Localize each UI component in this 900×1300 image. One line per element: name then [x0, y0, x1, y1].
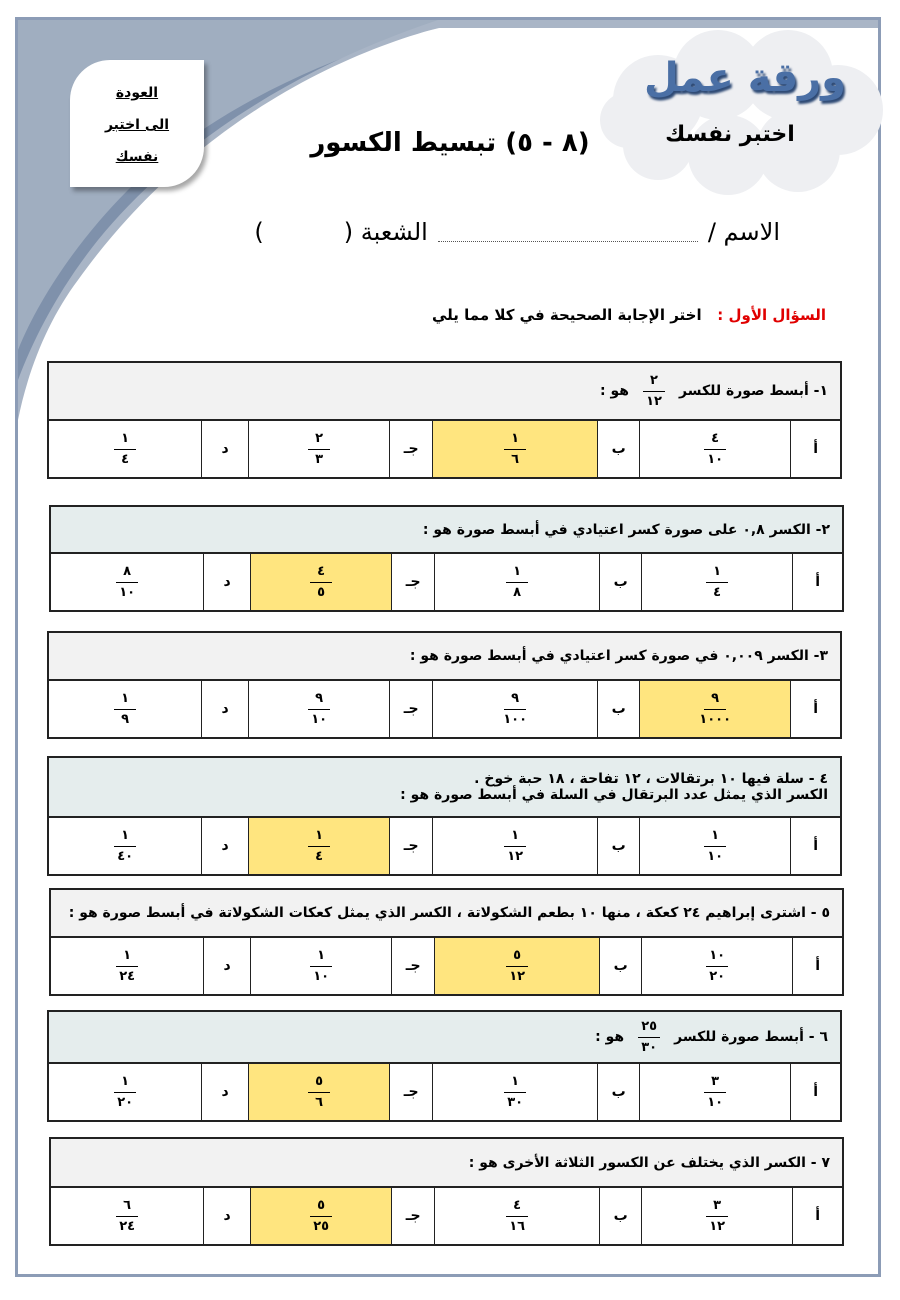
option-fraction — [114, 1074, 136, 1111]
fraction-bar — [116, 582, 138, 583]
student-info-line — [190, 218, 780, 246]
option-fraction — [704, 431, 726, 468]
numerator: ٥ — [513, 947, 522, 963]
option-fraction — [504, 1074, 526, 1111]
numerator: ٩ — [315, 690, 324, 706]
numerator: ١ — [121, 1073, 130, 1089]
denominator: ١٢ — [507, 848, 524, 864]
choice-letter-3: جـ — [389, 1064, 432, 1120]
question-section-heading — [432, 306, 826, 324]
option-3[interactable] — [250, 1188, 391, 1244]
option-2[interactable] — [432, 818, 597, 874]
option-2[interactable] — [432, 1064, 597, 1120]
fraction-bar — [706, 966, 728, 967]
numerator: ٨ — [123, 563, 132, 579]
denominator: ١٠ — [707, 1094, 724, 1110]
worksheet-brand: ورقة عمل — [643, 55, 847, 101]
name-label: الاسم / — [707, 218, 780, 246]
choice-letter-2: ب — [597, 1064, 639, 1120]
option-fraction — [506, 1198, 528, 1235]
numerator: ١ — [713, 563, 722, 579]
choice-letter-3: جـ — [389, 681, 432, 737]
option-fraction — [114, 828, 136, 865]
question-3 — [47, 631, 842, 739]
option-fraction — [699, 691, 731, 728]
fraction-bar — [114, 846, 136, 847]
numerator: ١ — [121, 827, 130, 843]
option-fraction — [116, 564, 138, 601]
question-text-part: ٦ - أبسط صورة للكسر — [674, 1029, 828, 1045]
option-2[interactable] — [432, 421, 597, 477]
question-header — [49, 633, 840, 681]
option-fraction — [116, 948, 138, 985]
choice-letter-1: أ — [792, 554, 842, 610]
choice-letter-4: د — [201, 681, 248, 737]
choice-letter-1: أ — [790, 1064, 840, 1120]
denominator: ٤ — [713, 584, 722, 600]
numerator: ١ — [315, 827, 324, 843]
numerator: ٦ — [123, 1197, 132, 1213]
fraction-bar — [704, 846, 726, 847]
options-row — [51, 554, 842, 610]
option-fraction — [114, 431, 136, 468]
option-1[interactable] — [641, 1188, 792, 1244]
section-label: الشعبة ( — [343, 218, 428, 246]
choice-letter-2: ب — [599, 1188, 641, 1244]
denominator: ١٠ — [313, 968, 330, 984]
option-2[interactable] — [434, 938, 599, 994]
denominator: ٤٠ — [117, 848, 134, 864]
option-4[interactable] — [49, 818, 201, 874]
option-3[interactable] — [248, 818, 389, 874]
back-to-tests-card — [70, 60, 204, 187]
fraction-bar — [706, 582, 728, 583]
denominator: ٢٠ — [709, 968, 726, 984]
question-text-part: ٣- الكسر ٠,٠٠٩ في صورة كسر اعتيادي في أبسط صورة هو : — [409, 648, 828, 664]
question-header — [51, 1139, 842, 1188]
numerator: ١ — [317, 947, 326, 963]
option-fraction — [310, 564, 332, 601]
option-fraction — [114, 691, 136, 728]
numerator: ١ — [513, 563, 522, 579]
section-label: السؤال الأول : — [717, 306, 826, 324]
choice-letter-2: ب — [597, 421, 639, 477]
question-1 — [47, 361, 842, 479]
options-row — [49, 818, 840, 874]
question-text — [63, 905, 830, 921]
option-4[interactable] — [51, 554, 203, 610]
option-fraction — [308, 691, 330, 728]
numerator: ١ — [121, 690, 130, 706]
choice-letter-4: د — [203, 938, 250, 994]
section-instruction: اختر الإجابة الصحيحة في كلا مما يلي — [431, 306, 702, 324]
choice-letter-1: أ — [790, 681, 840, 737]
denominator: ٥ — [317, 584, 326, 600]
denominator: ٣٠ — [641, 1039, 658, 1055]
numerator: ٤ — [711, 430, 720, 446]
choice-letter-3: جـ — [389, 421, 432, 477]
option-3[interactable] — [250, 938, 391, 994]
back-link-line-2[interactable]: الى اختبر — [104, 117, 170, 133]
question-text-part: الكسر الذي يمثل عدد البرتقال في السلة في أبسط صورة هو : — [400, 787, 828, 803]
question-text — [61, 1019, 828, 1056]
fraction-bar — [308, 709, 330, 710]
option-4[interactable] — [49, 1064, 201, 1120]
choice-letter-1: أ — [790, 818, 840, 874]
fraction-bar — [308, 449, 330, 450]
choice-letter-3: جـ — [389, 818, 432, 874]
denominator: ١٢ — [646, 393, 662, 409]
fraction-bar — [704, 449, 726, 450]
question-text — [61, 373, 828, 410]
option-fraction — [704, 1074, 726, 1111]
worksheet-subtitle: اختبر نفسك — [665, 122, 795, 147]
numerator: ٤ — [513, 1197, 522, 1213]
question-5 — [49, 888, 844, 996]
choice-letter-3: جـ — [391, 938, 434, 994]
option-1[interactable] — [639, 681, 790, 737]
choice-letter-3: جـ — [391, 1188, 434, 1244]
fraction-bar — [310, 582, 332, 583]
fraction-bar — [704, 1092, 726, 1093]
choice-letter-1: أ — [790, 421, 840, 477]
option-fraction — [506, 564, 528, 601]
option-4[interactable] — [49, 681, 201, 737]
denominator: ٢٥ — [313, 1218, 330, 1234]
question-text-part: هو : — [600, 383, 630, 399]
option-fraction — [504, 828, 526, 865]
fraction-bar — [638, 1037, 660, 1038]
option-2[interactable] — [434, 554, 599, 610]
question-header — [49, 363, 840, 421]
option-1[interactable] — [641, 554, 792, 610]
denominator: ٨ — [513, 584, 522, 600]
question-header — [49, 1012, 840, 1064]
page-title: (٨ - ٥) تبسيط الكسور — [310, 128, 590, 158]
choice-letter-2: ب — [599, 554, 641, 610]
option-fraction — [308, 1074, 330, 1111]
denominator: ١٠ — [311, 711, 328, 727]
numerator: ١ — [511, 827, 520, 843]
option-4[interactable] — [51, 938, 203, 994]
fraction-bar — [504, 846, 526, 847]
fraction-bar — [506, 1216, 528, 1217]
denominator: ٢٠ — [117, 1094, 134, 1110]
fraction-bar — [643, 391, 665, 392]
option-fraction — [308, 828, 330, 865]
numerator: ١ — [511, 430, 520, 446]
option-fraction — [706, 1198, 728, 1235]
fraction-bar — [504, 709, 526, 710]
option-4[interactable] — [49, 421, 201, 477]
fraction-bar — [114, 709, 136, 710]
question-2 — [49, 505, 844, 612]
back-link-line-1[interactable]: العودة — [115, 85, 159, 101]
question-text — [61, 787, 828, 803]
choice-letter-3: جـ — [391, 554, 434, 610]
numerator: ٢٥ — [641, 1018, 658, 1034]
choice-letter-2: ب — [599, 938, 641, 994]
denominator: ١٢ — [509, 968, 526, 984]
question-text-part: ٢- الكسر ٠,٨ على صورة كسر اعتيادي في أبسط صورة هو : — [422, 521, 830, 538]
option-fraction — [308, 431, 330, 468]
option-fraction — [310, 948, 332, 985]
options-row — [49, 681, 840, 737]
option-fraction — [706, 564, 728, 601]
question-header — [51, 890, 842, 938]
options-row — [51, 1188, 842, 1244]
fraction-bar — [310, 1216, 332, 1217]
fraction-bar — [310, 966, 332, 967]
fraction-bar — [506, 966, 528, 967]
question-header — [49, 758, 840, 818]
question-text — [61, 648, 828, 664]
question-text-part: هو : — [595, 1029, 625, 1045]
choice-letter-4: د — [203, 1188, 250, 1244]
numerator: ١ — [511, 1073, 520, 1089]
option-fraction — [116, 1198, 138, 1235]
question-text — [61, 771, 828, 787]
denominator: ٣٠ — [507, 1094, 524, 1110]
numerator: ٢ — [650, 372, 658, 388]
option-1[interactable] — [641, 938, 792, 994]
fraction-bar — [308, 1092, 330, 1093]
option-3[interactable] — [250, 554, 391, 610]
denominator: ١٠ — [119, 584, 136, 600]
numerator: ٥ — [317, 1197, 326, 1213]
fraction-bar — [308, 846, 330, 847]
denominator: ١٠ — [707, 451, 724, 467]
numerator: ١ — [711, 827, 720, 843]
numerator: ٩ — [711, 690, 720, 706]
question-text-part: ١- أبسط صورة للكسر — [679, 383, 828, 399]
option-3[interactable] — [248, 1064, 389, 1120]
choice-letter-1: أ — [792, 938, 842, 994]
section-close: ) — [254, 218, 264, 246]
denominator: ١٠٠٠ — [699, 711, 732, 727]
numerator: ٢ — [315, 430, 324, 446]
denominator: ٢٤ — [119, 1218, 136, 1234]
choice-letter-2: ب — [597, 818, 639, 874]
option-fraction — [506, 948, 528, 985]
denominator: ٦ — [511, 451, 520, 467]
name-field[interactable] — [438, 223, 698, 242]
fraction-bar — [504, 1092, 526, 1093]
option-2[interactable] — [432, 681, 597, 737]
question-text-part: ٧ - الكسر الذي يختلف عن الكسور الثلاثة الأخرى هو : — [468, 1154, 830, 1171]
option-fraction — [704, 828, 726, 865]
back-link-line-3[interactable]: نفسك — [115, 149, 159, 165]
fraction-bar — [506, 582, 528, 583]
question-text — [63, 522, 830, 538]
option-3[interactable] — [248, 421, 389, 477]
option-1[interactable] — [639, 818, 790, 874]
fraction-bar — [706, 1216, 728, 1217]
options-row — [51, 938, 842, 994]
denominator: ١٦ — [509, 1218, 526, 1234]
denominator: ٩ — [121, 711, 130, 727]
options-row — [49, 421, 840, 477]
question-text-part: ٤ - سلة فيها ١٠ برتقالات ، ١٢ تفاحة ، ١٨ حبة خوخ . — [474, 771, 828, 787]
question-fraction — [638, 1019, 660, 1056]
denominator: ١٢ — [709, 1218, 726, 1234]
choice-letter-4: د — [203, 554, 250, 610]
numerator: ١ — [121, 430, 130, 446]
denominator: ٦ — [315, 1094, 324, 1110]
denominator: ٤ — [121, 451, 130, 467]
denominator: ٣ — [315, 451, 324, 467]
fraction-bar — [114, 1092, 136, 1093]
question-text-part: ٥ - اشترى إبراهيم ٢٤ كعكة ، منها ١٠ بطعم الشكولاتة ، الكسر الذي يمثل كعكات الشكولاتة في أبسط صورة هو : — [68, 905, 830, 921]
fraction-bar — [116, 1216, 138, 1217]
denominator: ٤ — [315, 848, 324, 864]
numerator: ٥ — [315, 1073, 324, 1089]
fraction-bar — [704, 709, 726, 710]
numerator: ١٠ — [709, 947, 726, 963]
option-2[interactable] — [434, 1188, 599, 1244]
option-4[interactable] — [51, 1188, 203, 1244]
choice-letter-4: د — [201, 818, 248, 874]
question-6 — [47, 1010, 842, 1122]
denominator: ١٠٠ — [503, 711, 528, 727]
numerator: ٣ — [711, 1073, 720, 1089]
option-3[interactable] — [248, 681, 389, 737]
numerator: ٤ — [317, 563, 326, 579]
option-fraction — [310, 1198, 332, 1235]
choice-letter-4: د — [201, 421, 248, 477]
numerator: ١ — [123, 947, 132, 963]
denominator: ١٠ — [707, 848, 724, 864]
numerator: ٣ — [713, 1197, 722, 1213]
option-fraction — [706, 948, 728, 985]
fraction-bar — [114, 449, 136, 450]
question-header — [51, 507, 842, 554]
option-1[interactable] — [639, 421, 790, 477]
question-7 — [49, 1137, 844, 1246]
option-fraction — [503, 691, 527, 728]
fraction-bar — [116, 966, 138, 967]
denominator: ٢٤ — [119, 968, 136, 984]
option-fraction — [504, 431, 526, 468]
options-row — [49, 1064, 840, 1120]
question-text — [63, 1155, 830, 1171]
question-fraction — [643, 373, 665, 410]
fraction-bar — [504, 449, 526, 450]
question-4 — [47, 756, 842, 876]
choice-letter-4: د — [201, 1064, 248, 1120]
numerator: ٩ — [511, 690, 520, 706]
choice-letter-1: أ — [792, 1188, 842, 1244]
option-1[interactable] — [639, 1064, 790, 1120]
choice-letter-2: ب — [597, 681, 639, 737]
